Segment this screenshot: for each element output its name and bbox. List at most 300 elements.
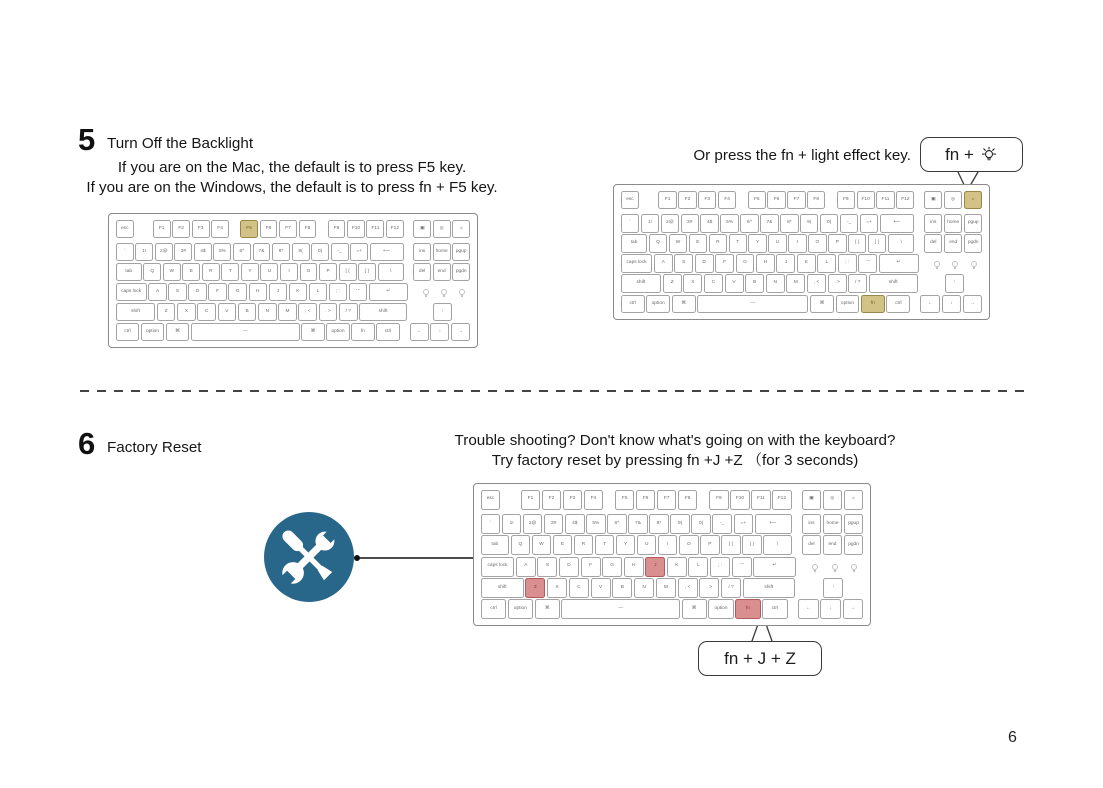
- key-rcmd: ⌘: [682, 599, 707, 619]
- key-J: J: [645, 557, 665, 577]
- key-8: 8*: [780, 214, 798, 233]
- led-glyph: [812, 564, 818, 570]
- key-tab: tab: [481, 535, 509, 555]
- keyboard-gap: [405, 263, 411, 281]
- section6-title: Factory Reset: [107, 439, 202, 456]
- led-glyph: [851, 564, 857, 570]
- indicator-led: [454, 283, 470, 301]
- key-grave: `: [621, 214, 639, 233]
- key-rctrl: ctrl: [886, 295, 910, 314]
- keyboard-gap: [405, 220, 411, 238]
- key-2: 2@: [523, 514, 542, 534]
- key-F8: F8: [807, 191, 825, 210]
- key-4: 4$: [565, 514, 584, 534]
- key-F9: F9: [837, 191, 855, 210]
- key-space: —: [697, 295, 808, 314]
- key-K: K: [797, 254, 816, 273]
- key-F9: F9: [709, 490, 728, 510]
- key-I: I: [658, 535, 677, 555]
- key-siri: ◎: [433, 220, 451, 238]
- keyboard-row: [620, 294, 983, 314]
- key-esc: esc: [621, 191, 639, 210]
- key-S: S: [674, 254, 693, 273]
- key-1: 1!: [135, 243, 153, 261]
- key-6: 6^: [607, 514, 626, 534]
- key-light: ☼: [452, 220, 470, 238]
- key-K: K: [667, 557, 687, 577]
- key-8: 8*: [649, 514, 668, 534]
- key-3: 3#: [681, 214, 699, 233]
- keyboard-gap: [919, 274, 943, 293]
- or-press-text: Or press the fn + light effect key.: [693, 147, 911, 164]
- key-A: A: [654, 254, 673, 273]
- key-rctrl: ctrl: [762, 599, 787, 619]
- key-end: end: [823, 535, 842, 555]
- key-F5: F5: [240, 220, 258, 238]
- page-number: 6: [1008, 729, 1017, 746]
- key-backspace: ⟵: [880, 214, 915, 233]
- key-2: 2@: [661, 214, 679, 233]
- key-right: →: [843, 599, 864, 619]
- key-space: —: [191, 323, 300, 341]
- key-B: B: [745, 274, 764, 293]
- key-C: C: [569, 578, 589, 598]
- key-home: home: [823, 514, 842, 534]
- key-S: S: [168, 283, 186, 301]
- key-enter: ↵: [879, 254, 919, 273]
- key-lctrl: ctrl: [621, 295, 645, 314]
- key-F9: F9: [328, 220, 346, 238]
- key-roption: option: [836, 295, 860, 314]
- keyboard-gap: [916, 191, 923, 210]
- key-C: C: [704, 274, 723, 293]
- keyboard-gap: [916, 234, 923, 253]
- keyboard-row: [480, 556, 864, 577]
- key-minus: -_: [840, 214, 858, 233]
- key-enter: ↵: [753, 557, 795, 577]
- key-F4: F4: [211, 220, 229, 238]
- key-4: 4$: [194, 243, 212, 261]
- key-F3: F3: [563, 490, 582, 510]
- key-comma: , <: [807, 274, 826, 293]
- key-esc: esc: [481, 490, 500, 510]
- key-F7: F7: [657, 490, 676, 510]
- key-H: H: [624, 557, 644, 577]
- key-M: M: [656, 578, 676, 598]
- key-X: X: [177, 303, 196, 321]
- led-glyph: [423, 289, 429, 295]
- key-Y: Y: [241, 263, 259, 281]
- key-up: ↑: [433, 303, 452, 321]
- keyboard-row: [115, 262, 471, 282]
- key-screenshot: ▣: [413, 220, 431, 238]
- keyboard-gap: [793, 490, 800, 510]
- keyboard-row: [480, 513, 864, 534]
- key-F8: F8: [299, 220, 317, 238]
- key-left: ←: [410, 323, 429, 341]
- led-glyph: [441, 289, 447, 295]
- section5-title: Turn Off the Backlight: [107, 135, 254, 152]
- keyboard-reset-highlight: [473, 483, 871, 626]
- key-enter: ↵: [369, 283, 408, 301]
- key-F8: F8: [678, 490, 697, 510]
- key-F: F: [715, 254, 734, 273]
- key-F6: F6: [636, 490, 655, 510]
- key-backspace: ⟵: [370, 243, 404, 261]
- key-end: end: [433, 263, 451, 281]
- key-tab: tab: [621, 234, 647, 253]
- key-L: L: [309, 283, 327, 301]
- keyboard-light-highlight: [613, 184, 990, 320]
- key-R: R: [574, 535, 593, 555]
- key-N: N: [766, 274, 785, 293]
- key-light: ☼: [844, 490, 863, 510]
- key-A: A: [148, 283, 166, 301]
- key-D: D: [188, 283, 206, 301]
- keyboard-gap: [409, 303, 432, 321]
- key-up: ↑: [945, 274, 964, 293]
- key-G: G: [602, 557, 622, 577]
- keyboard-gap: [410, 283, 417, 301]
- fn-light-callout: [920, 137, 1023, 172]
- key-period: . >: [699, 578, 719, 598]
- led-glyph: [971, 261, 977, 267]
- key-U: U: [768, 234, 786, 253]
- key-P: P: [828, 234, 846, 253]
- key-F12: F12: [896, 191, 914, 210]
- key-1: 1!: [641, 214, 659, 233]
- keyboard-gap: [699, 490, 708, 510]
- key-equal: =+: [734, 514, 753, 534]
- key-T: T: [221, 263, 239, 281]
- key-F5: F5: [615, 490, 634, 510]
- key-rshift: shift: [869, 274, 918, 293]
- key-grave: `: [481, 514, 500, 534]
- key-rctrl: ctrl: [376, 323, 399, 341]
- key-rbracket: ] }: [358, 263, 376, 281]
- key-home: home: [944, 214, 962, 233]
- key-2: 2@: [155, 243, 173, 261]
- key-F1: F1: [153, 220, 171, 238]
- key-backspace: ⟵: [755, 514, 792, 534]
- key-period: . >: [828, 274, 847, 293]
- key-6: 6^: [740, 214, 758, 233]
- key-del: del: [924, 234, 942, 253]
- keyboard-gap: [916, 214, 923, 233]
- section5-body-line1: If you are on the Mac, the default is to press F5 key.: [117, 159, 467, 176]
- key-5: 5%: [213, 243, 231, 261]
- keyboard-row: [620, 254, 983, 274]
- key-end: end: [944, 234, 962, 253]
- key-F6: F6: [260, 220, 278, 238]
- section5-number: 5: [78, 122, 96, 157]
- key-semicolon: ; :: [710, 557, 730, 577]
- key-del: del: [802, 535, 821, 555]
- key-rbracket: ] }: [742, 535, 761, 555]
- key-del: del: [413, 263, 431, 281]
- key-F4: F4: [718, 191, 736, 210]
- keyboard-gap: [231, 220, 239, 238]
- section-divider: [80, 390, 1028, 392]
- key-Y: Y: [748, 234, 766, 253]
- key-F1: F1: [521, 490, 540, 510]
- keyboard-row: [480, 599, 864, 620]
- key-B: B: [612, 578, 632, 598]
- key-lcmd: ⌘: [166, 323, 189, 341]
- indicator-led: [436, 283, 452, 301]
- key-5: 5%: [720, 214, 738, 233]
- key-lctrl: ctrl: [116, 323, 139, 341]
- section5-body-line2: If you are on the Windows, the default is to press fn + F5 key.: [86, 178, 498, 196]
- key-E: E: [182, 263, 200, 281]
- key-quote: ' ": [858, 254, 877, 273]
- key-home: home: [433, 243, 451, 261]
- indicator-led: [928, 254, 945, 273]
- key-semicolon: ; :: [838, 254, 857, 273]
- keyboard-row: [115, 282, 471, 302]
- key-F10: F10: [730, 490, 749, 510]
- key-I: I: [788, 234, 806, 253]
- keyboard-gap: [912, 295, 919, 314]
- keyboard-gap: [405, 243, 411, 261]
- key-pgdn: pgdn: [964, 234, 982, 253]
- key-5: 5%: [586, 514, 605, 534]
- key-F1: F1: [658, 191, 676, 210]
- key-9: 9(: [292, 243, 310, 261]
- key-slash: / ?: [848, 274, 867, 293]
- keyboard-row: [115, 302, 471, 322]
- key-down: ↓: [430, 323, 449, 341]
- key-O: O: [808, 234, 826, 253]
- indicator-led: [965, 254, 982, 273]
- key-ins: ins: [802, 514, 821, 534]
- key-ins: ins: [924, 214, 942, 233]
- fn-light-callout-label: fn +: [945, 144, 974, 164]
- key-G: G: [228, 283, 246, 301]
- key-backslash: \: [888, 234, 914, 253]
- key-F3: F3: [698, 191, 716, 210]
- key-V: V: [218, 303, 237, 321]
- key-X: X: [547, 578, 567, 598]
- key-F12: F12: [386, 220, 404, 238]
- key-Y: Y: [616, 535, 635, 555]
- key-rbracket: ] }: [868, 234, 886, 253]
- key-O: O: [679, 535, 698, 555]
- key-F11: F11: [366, 220, 384, 238]
- key-F2: F2: [678, 191, 696, 210]
- key-slash: / ?: [339, 303, 358, 321]
- keyboard-gap: [797, 557, 804, 577]
- key-F4: F4: [584, 490, 603, 510]
- key-minus: -_: [712, 514, 731, 534]
- led-glyph: [832, 564, 838, 570]
- key-quote: ' ": [732, 557, 752, 577]
- keyboard-gap: [793, 535, 800, 555]
- key-H: H: [756, 254, 775, 273]
- key-tab: tab: [116, 263, 142, 281]
- key-siri: ◎: [944, 191, 962, 210]
- key-N: N: [258, 303, 277, 321]
- key-U: U: [637, 535, 656, 555]
- key-lbracket: [ {: [848, 234, 866, 253]
- key-lshift: shift: [621, 274, 661, 293]
- key-R: R: [709, 234, 727, 253]
- key-F11: F11: [751, 490, 770, 510]
- key-W: W: [163, 263, 181, 281]
- key-roption: option: [708, 599, 733, 619]
- key-F3: F3: [192, 220, 210, 238]
- key-semicolon: ; :: [329, 283, 347, 301]
- key-backslash: \: [763, 535, 791, 555]
- key-I: I: [280, 263, 298, 281]
- factory-reset-tools-icon: [264, 512, 354, 602]
- key-B: B: [238, 303, 257, 321]
- key-3: 3#: [544, 514, 563, 534]
- key-N: N: [634, 578, 654, 598]
- keyboard-row: [115, 242, 471, 262]
- key-lcmd: ⌘: [672, 295, 696, 314]
- key-F10: F10: [857, 191, 875, 210]
- key-lbracket: [ {: [339, 263, 357, 281]
- indicator-led: [845, 557, 863, 577]
- keyboard-gap: [454, 303, 471, 321]
- key-down: ↓: [820, 599, 841, 619]
- led-glyph: [952, 261, 958, 267]
- key-E: E: [553, 535, 572, 555]
- key-F6: F6: [767, 191, 785, 210]
- key-W: W: [532, 535, 551, 555]
- light-bulb-icon: [980, 146, 998, 164]
- keyboard-gap: [827, 191, 835, 210]
- led-glyph: [934, 261, 940, 267]
- key-8: 8*: [272, 243, 290, 261]
- key-backslash: \: [378, 263, 404, 281]
- key-screenshot: ▣: [802, 490, 821, 510]
- key-left: ←: [920, 295, 940, 314]
- keyboard-row: [620, 213, 983, 233]
- fn-jz-callout-label: fn + J + Z: [724, 648, 796, 668]
- key-up: ↑: [823, 578, 843, 598]
- key-U: U: [260, 263, 278, 281]
- keyboard-gap: [738, 191, 746, 210]
- indicator-led: [418, 283, 434, 301]
- key-Z: Z: [525, 578, 545, 598]
- key-F10: F10: [347, 220, 365, 238]
- keyboard-row: [620, 233, 983, 253]
- section6-body: [428, 431, 922, 470]
- key-equal: =+: [350, 243, 368, 261]
- key-9: 9(: [670, 514, 689, 534]
- key-1: 1!: [502, 514, 521, 534]
- key-A: A: [516, 557, 536, 577]
- key-0: 0): [311, 243, 329, 261]
- key-F11: F11: [876, 191, 894, 210]
- key-right: →: [963, 295, 983, 314]
- key-pgup: pgup: [844, 514, 863, 534]
- key-D: D: [559, 557, 579, 577]
- key-pgdn: pgdn: [844, 535, 863, 555]
- key-lcmd: ⌘: [535, 599, 560, 619]
- key-siri: ◎: [823, 490, 842, 510]
- key-7: 7&: [628, 514, 647, 534]
- key-lctrl: ctrl: [481, 599, 506, 619]
- key-F7: F7: [279, 220, 297, 238]
- indicator-led: [947, 254, 964, 273]
- key-R: R: [202, 263, 220, 281]
- key-caps: caps lock: [116, 283, 147, 301]
- key-grave: `: [116, 243, 134, 261]
- key-comma: , <: [678, 578, 698, 598]
- keyboard-row: [620, 274, 983, 294]
- key-4: 4$: [700, 214, 718, 233]
- key-P: P: [319, 263, 337, 281]
- keyboard-f5-highlight: [108, 213, 478, 348]
- key-loption: option: [646, 295, 670, 314]
- key-quote: ' ": [349, 283, 367, 301]
- key-minus: -_: [331, 243, 349, 261]
- key-V: V: [725, 274, 744, 293]
- key-J: J: [776, 254, 795, 273]
- key-9: 9(: [800, 214, 818, 233]
- key-slash: / ?: [721, 578, 741, 598]
- key-M: M: [786, 274, 805, 293]
- key-F2: F2: [542, 490, 561, 510]
- keyboard-gap: [793, 514, 800, 534]
- key-lbracket: [ {: [721, 535, 740, 555]
- key-caps: caps lock: [481, 557, 514, 577]
- section6-body-line1: Trouble shooting? Don't know what's going on with the keyboard?: [454, 432, 896, 449]
- key-down: ↓: [942, 295, 962, 314]
- key-Z: Z: [157, 303, 176, 321]
- key-F: F: [581, 557, 601, 577]
- indicator-led: [826, 557, 844, 577]
- keyboard-gap: [965, 274, 982, 293]
- keyboard-gap: [641, 191, 657, 210]
- key-Z: Z: [663, 274, 682, 293]
- key-right: →: [451, 323, 470, 341]
- key-L: L: [688, 557, 708, 577]
- key-F7: F7: [787, 191, 805, 210]
- key-V: V: [591, 578, 611, 598]
- keyboard-row: [115, 219, 471, 239]
- key-pgdn: pgdn: [452, 263, 470, 281]
- key-J: J: [269, 283, 287, 301]
- keyboard-gap: [789, 599, 796, 619]
- key-screenshot: ▣: [924, 191, 942, 210]
- key-equal: =+: [860, 214, 878, 233]
- key-left: ←: [798, 599, 819, 619]
- key-K: K: [289, 283, 307, 301]
- connector-line: [350, 552, 476, 564]
- keyboard-gap: [318, 220, 326, 238]
- keyboard-row: [480, 577, 864, 598]
- key-lshift: shift: [481, 578, 524, 598]
- key-7: 7&: [253, 243, 271, 261]
- keyboard-gap: [845, 578, 863, 598]
- key-7: 7&: [760, 214, 778, 233]
- keyboard-gap: [920, 254, 927, 273]
- key-P: P: [700, 535, 719, 555]
- key-L: L: [817, 254, 836, 273]
- key-rshift: shift: [743, 578, 795, 598]
- key-6: 6^: [233, 243, 251, 261]
- key-light: ☼: [964, 191, 982, 210]
- keyboard-gap: [796, 578, 821, 598]
- key-Q: Q: [143, 263, 161, 281]
- keyboard-gap: [401, 323, 408, 341]
- key-period: . >: [319, 303, 338, 321]
- section6-body-line2: Try factory reset by pressing fn +J +Z （for 3 seconds): [491, 451, 859, 469]
